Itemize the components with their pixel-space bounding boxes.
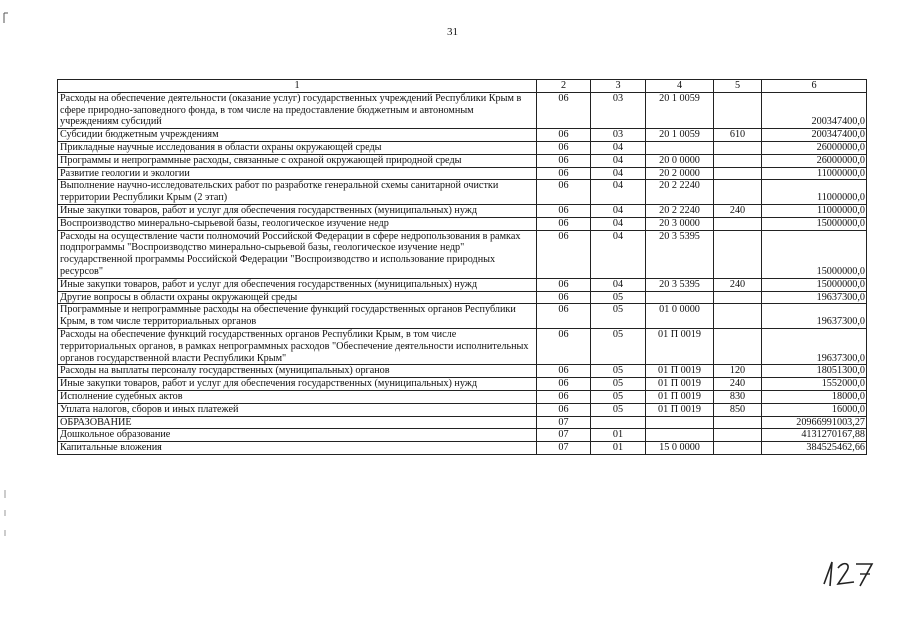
expense-type-cell: 610 bbox=[714, 129, 762, 142]
row-name-cell: Иные закупки товаров, работ и услуг для обеспечения государственных (муниципальных) нужд bbox=[58, 378, 537, 391]
section-code-cell: 06 bbox=[537, 167, 591, 180]
section-code-cell: 06 bbox=[537, 141, 591, 154]
table-row bbox=[58, 217, 867, 230]
target-article-cell: 20 0 0000 bbox=[646, 154, 714, 167]
column-header: 1 bbox=[58, 80, 537, 93]
expense-type-cell: 240 bbox=[714, 204, 762, 217]
target-article-cell: 20 2 2240 bbox=[646, 204, 714, 217]
amount-cell: 19637300,0 bbox=[762, 291, 867, 304]
subsection-code-cell: 04 bbox=[591, 167, 646, 180]
expense-type-cell: 850 bbox=[714, 403, 762, 416]
subsection-code-cell: 05 bbox=[591, 365, 646, 378]
column-header: 5 bbox=[714, 80, 762, 93]
target-article-cell: 20 1 0059 bbox=[646, 92, 714, 128]
column-header: 4 bbox=[646, 80, 714, 93]
subsection-code-cell: 05 bbox=[591, 378, 646, 391]
table-header-row bbox=[58, 80, 867, 93]
amount-cell: 19637300,0 bbox=[762, 304, 867, 329]
section-code-cell: 06 bbox=[537, 204, 591, 217]
column-header: 2 bbox=[537, 80, 591, 93]
expense-type-cell bbox=[714, 180, 762, 205]
row-name-cell: Расходы на выплаты персоналу государственных (муниципальных) органов bbox=[58, 365, 537, 378]
row-name-cell: Другие вопросы в области охраны окружающей среды bbox=[58, 291, 537, 304]
amount-cell: 15000000,0 bbox=[762, 230, 867, 278]
table-row bbox=[58, 129, 867, 142]
amount-cell: 4131270167,88 bbox=[762, 429, 867, 442]
row-name-cell: Иные закупки товаров, работ и услуг для обеспечения государственных (муниципальных) нужд bbox=[58, 278, 537, 291]
subsection-code-cell: 04 bbox=[591, 204, 646, 217]
subsection-code-cell: 05 bbox=[591, 328, 646, 364]
expense-type-cell: 240 bbox=[714, 378, 762, 391]
subsection-code-cell: 04 bbox=[591, 230, 646, 278]
table-row bbox=[58, 416, 867, 429]
target-article-cell bbox=[646, 429, 714, 442]
expense-type-cell bbox=[714, 230, 762, 278]
amount-cell: 200347400,0 bbox=[762, 92, 867, 128]
expense-type-cell: 120 bbox=[714, 365, 762, 378]
scan-margin-dots bbox=[3, 490, 7, 550]
subsection-code-cell: 05 bbox=[591, 390, 646, 403]
table-row bbox=[58, 291, 867, 304]
table-row bbox=[58, 403, 867, 416]
expense-type-cell bbox=[714, 328, 762, 364]
amount-cell: 26000000,0 bbox=[762, 141, 867, 154]
target-article-cell bbox=[646, 141, 714, 154]
section-code-cell: 07 bbox=[537, 429, 591, 442]
row-name-cell: Выполнение научно-исследовательских работ по разработке генеральной схемы санитарной очистки территории Республики Крым (2 этап) bbox=[58, 180, 537, 205]
expense-type-cell bbox=[714, 217, 762, 230]
table-row bbox=[58, 154, 867, 167]
row-name-cell: Расходы на осуществление части полномочий Российской Федерации в сфере недропользования в рамках подпрограммы "Воспроизводство минерально-сырьевой базы, геологическое изучение недр" государственной программы Российской Федерации "Воспроизводство и использование природных ресурсов" bbox=[58, 230, 537, 278]
subsection-code-cell: 01 bbox=[591, 429, 646, 442]
row-name-cell: Расходы на обеспечение деятельности (оказание услуг) государственных учреждений Республики Крым в сфере природно-заповедного фонда, в том числе на предоставление бюджетным и автономным учреждениям субсидий bbox=[58, 92, 537, 128]
expense-type-cell bbox=[714, 92, 762, 128]
section-code-cell: 06 bbox=[537, 378, 591, 391]
section-code-cell: 07 bbox=[537, 416, 591, 429]
target-article-cell: 20 3 5395 bbox=[646, 230, 714, 278]
amount-cell: 15000000,0 bbox=[762, 278, 867, 291]
target-article-cell: 20 2 2240 bbox=[646, 180, 714, 205]
target-article-cell: 20 3 5395 bbox=[646, 278, 714, 291]
target-article-cell: 01 0 0000 bbox=[646, 304, 714, 329]
subsection-code-cell: 03 bbox=[591, 92, 646, 128]
table-row bbox=[58, 180, 867, 205]
amount-cell: 19637300,0 bbox=[762, 328, 867, 364]
section-code-cell: 06 bbox=[537, 230, 591, 278]
row-name-cell: Исполнение судебных актов bbox=[58, 390, 537, 403]
amount-cell: 11000000,0 bbox=[762, 167, 867, 180]
section-code-cell: 06 bbox=[537, 180, 591, 205]
table-row bbox=[58, 92, 867, 128]
target-article-cell bbox=[646, 416, 714, 429]
subsection-code-cell: 04 bbox=[591, 154, 646, 167]
subsection-code-cell: 05 bbox=[591, 291, 646, 304]
section-code-cell: 06 bbox=[537, 304, 591, 329]
subsection-code-cell: 05 bbox=[591, 304, 646, 329]
target-article-cell: 01 П 0019 bbox=[646, 378, 714, 391]
table-row bbox=[58, 365, 867, 378]
row-name-cell: Программные и непрограммные расходы на обеспечение функций государственных органов Республики Крым, в том числе территориальных органов bbox=[58, 304, 537, 329]
section-code-cell: 06 bbox=[537, 129, 591, 142]
row-name-cell: Программы и непрограммные расходы, связанные с охраной окружающей природной среды bbox=[58, 154, 537, 167]
expense-type-cell: 240 bbox=[714, 278, 762, 291]
target-article-cell: 01 П 0019 bbox=[646, 403, 714, 416]
page-number: 31 bbox=[447, 26, 458, 38]
target-article-cell: 15 0 0000 bbox=[646, 442, 714, 455]
subsection-code-cell bbox=[591, 416, 646, 429]
row-name-cell: Иные закупки товаров, работ и услуг для обеспечения государственных (муниципальных) нужд bbox=[58, 204, 537, 217]
table-row bbox=[58, 204, 867, 217]
table-row bbox=[58, 429, 867, 442]
amount-cell: 20966991003,27 bbox=[762, 416, 867, 429]
target-article-cell: 01 П 0019 bbox=[646, 390, 714, 403]
amount-cell: 11000000,0 bbox=[762, 180, 867, 205]
amount-cell: 11000000,0 bbox=[762, 204, 867, 217]
table-row bbox=[58, 304, 867, 329]
subsection-code-cell: 05 bbox=[591, 403, 646, 416]
expense-type-cell: 830 bbox=[714, 390, 762, 403]
table-row bbox=[58, 328, 867, 364]
table-row bbox=[58, 141, 867, 154]
target-article-cell: 20 3 0000 bbox=[646, 217, 714, 230]
section-code-cell: 06 bbox=[537, 217, 591, 230]
row-name-cell: Дошкольное образование bbox=[58, 429, 537, 442]
target-article-cell: 01 П 0019 bbox=[646, 365, 714, 378]
row-name-cell: ОБРАЗОВАНИЕ bbox=[58, 416, 537, 429]
amount-cell: 18000,0 bbox=[762, 390, 867, 403]
target-article-cell: 01 П 0019 bbox=[646, 328, 714, 364]
handwritten-page-mark bbox=[818, 558, 878, 588]
target-article-cell: 20 2 0000 bbox=[646, 167, 714, 180]
amount-cell: 1552000,0 bbox=[762, 378, 867, 391]
target-article-cell: 20 1 0059 bbox=[646, 129, 714, 142]
subsection-code-cell: 04 bbox=[591, 180, 646, 205]
scan-margin-mark bbox=[3, 11, 9, 23]
row-name-cell: Капитальные вложения bbox=[58, 442, 537, 455]
amount-cell: 26000000,0 bbox=[762, 154, 867, 167]
section-code-cell: 07 bbox=[537, 442, 591, 455]
row-name-cell: Субсидии бюджетным учреждениям bbox=[58, 129, 537, 142]
column-header: 6 bbox=[762, 80, 867, 93]
expense-type-cell bbox=[714, 416, 762, 429]
section-code-cell: 06 bbox=[537, 291, 591, 304]
section-code-cell: 06 bbox=[537, 365, 591, 378]
expense-type-cell bbox=[714, 442, 762, 455]
row-name-cell: Прикладные научные исследования в области охраны окружающей среды bbox=[58, 141, 537, 154]
subsection-code-cell: 04 bbox=[591, 217, 646, 230]
table-row bbox=[58, 278, 867, 291]
expense-type-cell bbox=[714, 291, 762, 304]
table-row bbox=[58, 167, 867, 180]
table-row bbox=[58, 390, 867, 403]
row-name-cell: Расходы на обеспечение функций государственных органов Республики Крым, в том числе территориальных органов, в рамках непрограммных расходов "Обеспечение деятельности исполнительных органов государственной власти Республики Крым" bbox=[58, 328, 537, 364]
subsection-code-cell: 03 bbox=[591, 129, 646, 142]
table-row bbox=[58, 442, 867, 455]
section-code-cell: 06 bbox=[537, 390, 591, 403]
row-name-cell: Уплата налогов, сборов и иных платежей bbox=[58, 403, 537, 416]
subsection-code-cell: 04 bbox=[591, 278, 646, 291]
section-code-cell: 06 bbox=[537, 92, 591, 128]
section-code-cell: 06 bbox=[537, 403, 591, 416]
amount-cell: 18051300,0 bbox=[762, 365, 867, 378]
section-code-cell: 06 bbox=[537, 328, 591, 364]
row-name-cell: Воспроизводство минерально-сырьевой базы, геологическое изучение недр bbox=[58, 217, 537, 230]
section-code-cell: 06 bbox=[537, 278, 591, 291]
column-header: 3 bbox=[591, 80, 646, 93]
expense-type-cell bbox=[714, 154, 762, 167]
target-article-cell bbox=[646, 291, 714, 304]
expense-type-cell bbox=[714, 167, 762, 180]
amount-cell: 384525462,66 bbox=[762, 442, 867, 455]
amount-cell: 15000000,0 bbox=[762, 217, 867, 230]
subsection-code-cell: 04 bbox=[591, 141, 646, 154]
row-name-cell: Развитие геологии и экологии bbox=[58, 167, 537, 180]
amount-cell: 16000,0 bbox=[762, 403, 867, 416]
expense-type-cell bbox=[714, 304, 762, 329]
expense-type-cell bbox=[714, 429, 762, 442]
table-row bbox=[58, 230, 867, 278]
table-row bbox=[58, 378, 867, 391]
subsection-code-cell: 01 bbox=[591, 442, 646, 455]
budget-table bbox=[57, 79, 867, 455]
section-code-cell: 06 bbox=[537, 154, 591, 167]
expense-type-cell bbox=[714, 141, 762, 154]
amount-cell: 200347400,0 bbox=[762, 129, 867, 142]
